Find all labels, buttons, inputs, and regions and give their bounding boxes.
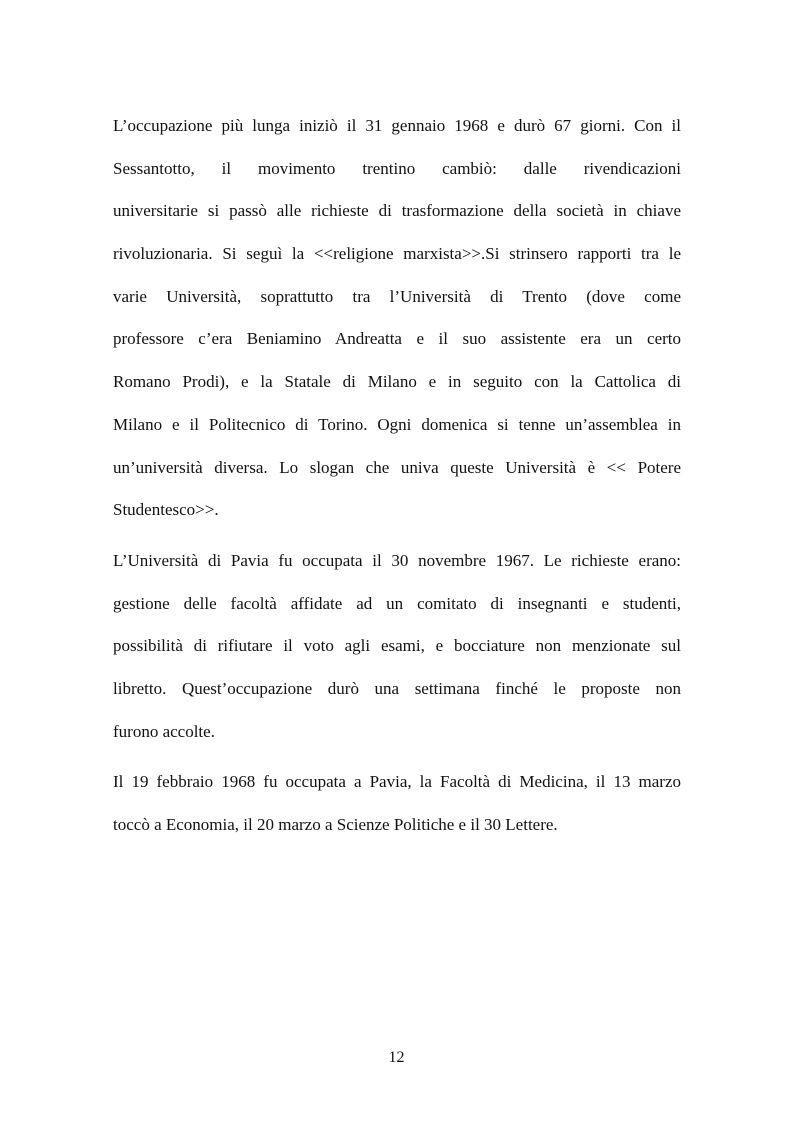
text-line: L’occupazione più lunga iniziò il 31 gennaio 1968 e durò 67 giorni. Con il <box>113 116 681 135</box>
text-line: professore c’era Beniamino Andreatta e il suo assistente era un certo <box>113 329 681 349</box>
text-line: rivoluzionaria. Si seguì la <<religione marxista>>.Si strinsero rapporti tra le <box>113 244 681 264</box>
page-number: 12 <box>388 1049 405 1066</box>
paragraph-2 <box>113 540 681 753</box>
text-line: Milano e il Politecnico di Torino. Ogni domenica si tenne un’assemblea in <box>113 414 681 434</box>
text-line: L’Università di Pavia fu occupata il 30 novembre 1967. Le richieste erano: <box>113 550 681 570</box>
body-text <box>113 105 681 847</box>
text-line: toccò a Economia, il 20 marzo a Scienze Politiche e il 30 Lettere. <box>113 815 558 834</box>
text-line: libretto. Quest’occupazione durò una settimana finché le proposte non <box>113 678 681 698</box>
text-line: possibilità di rifiutare il voto agli esami, e bocciature non menzionate sul <box>113 636 681 656</box>
text-line: furono accolte. <box>113 721 215 741</box>
paragraph-3 <box>113 761 681 846</box>
text-line: un’università diversa. Lo slogan che univa queste Università è << Potere <box>113 457 681 477</box>
text-line: Il 19 febbraio 1968 fu occupata a Pavia, la Facoltà di Medicina, il 13 marzo <box>113 772 681 792</box>
text-line: gestione delle facoltà affidate ad un comitato di insegnanti e studenti, <box>113 593 681 613</box>
text-line: universitarie si passò alle richieste di trasformazione della società in chiave <box>113 201 681 221</box>
text-line: Sessantotto, il movimento trentino cambiò: dalle rivendicazioni <box>113 158 681 178</box>
text-line: varie Università, soprattutto tra l’Università di Trento (dove come <box>113 286 681 306</box>
paragraph-1 <box>113 105 681 532</box>
text-line: Romano Prodi), e la Statale di Milano e in seguito con la Cattolica di <box>113 372 681 392</box>
text-line: Studentesco>>. <box>113 500 219 520</box>
